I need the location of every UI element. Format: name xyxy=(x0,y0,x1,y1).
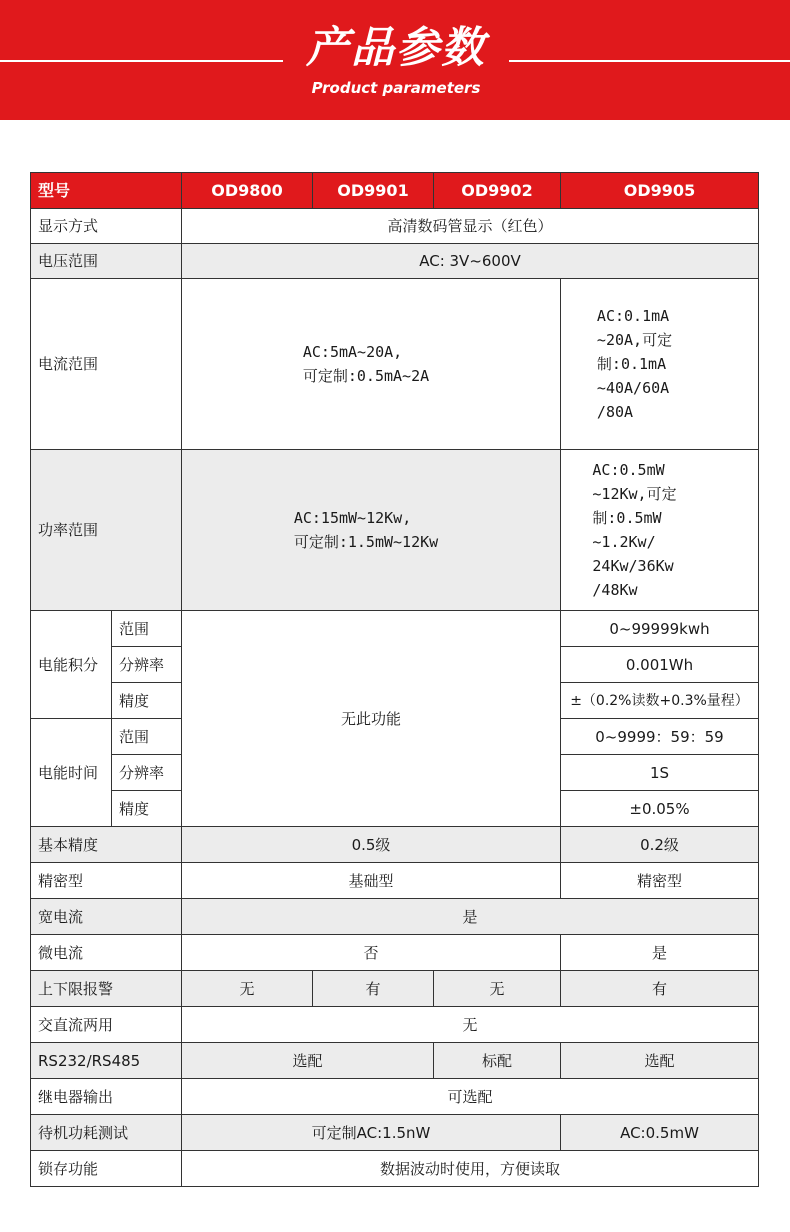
row-label: 待机功耗测试 xyxy=(31,1115,182,1151)
basic-accuracy-od9905: 0.2级 xyxy=(561,827,759,863)
sub-label: 精度 xyxy=(112,791,182,827)
voltage-value: AC: 3V~600V xyxy=(182,244,759,279)
table-row-ac-dc xyxy=(31,1007,759,1043)
row-label: 精密型 xyxy=(31,863,182,899)
table-row-precision-type xyxy=(31,863,759,899)
energy-integral-range-value: 0~99999kwh xyxy=(561,611,759,647)
row-label: 宽电流 xyxy=(31,899,182,935)
power-line: 制:0.5mW xyxy=(592,509,662,527)
table-row-relay xyxy=(31,1079,759,1115)
basic-accuracy-standard: 0.5级 xyxy=(182,827,561,863)
current-line: /80A xyxy=(596,403,634,421)
row-label: 锁存功能 xyxy=(31,1151,182,1187)
current-value-standard xyxy=(182,279,561,450)
header-label: 型号 xyxy=(31,173,182,209)
precision-type-standard: 基础型 xyxy=(182,863,561,899)
micro-current-standard: 否 xyxy=(182,935,561,971)
row-label: 显示方式 xyxy=(31,209,182,244)
limit-alarm-od9905: 有 xyxy=(561,971,759,1007)
table-row-rs232-rs485 xyxy=(31,1043,759,1079)
row-label: 继电器输出 xyxy=(31,1079,182,1115)
latch-value: 数据波动时使用，方便读取 xyxy=(182,1151,759,1187)
current-line: 可定制:0.5mA~2A xyxy=(302,367,430,385)
limit-alarm-od9901: 有 xyxy=(313,971,434,1007)
standby-power-od9905: AC:0.5mW xyxy=(561,1115,759,1151)
header-banner xyxy=(0,0,790,120)
sub-label: 范围 xyxy=(112,719,182,755)
power-line: ~1.2Kw/ xyxy=(592,533,656,551)
table-row-display xyxy=(31,209,759,244)
rs-od9905: 选配 xyxy=(561,1043,759,1079)
energy-time-range-value: 0~9999：59：59 xyxy=(561,719,759,755)
row-label: 交直流两用 xyxy=(31,1007,182,1043)
spec-table xyxy=(30,172,759,1187)
power-value-standard xyxy=(182,450,561,611)
table-row-limit-alarm xyxy=(31,971,759,1007)
current-line: AC:5mA~20A, xyxy=(302,343,403,361)
model-od9800: OD9800 xyxy=(182,173,313,209)
sub-label: 精度 xyxy=(112,683,182,719)
current-line: ~20A,可定 xyxy=(596,331,673,349)
power-line: /48Kw xyxy=(592,581,638,599)
rs-od9902: 标配 xyxy=(434,1043,561,1079)
model-od9901: OD9901 xyxy=(313,173,434,209)
row-label: 微电流 xyxy=(31,935,182,971)
display-value: 高清数码管显示（红色） xyxy=(182,209,759,244)
banner-divider-right xyxy=(509,60,790,62)
limit-alarm-od9902: 无 xyxy=(434,971,561,1007)
relay-value: 可选配 xyxy=(182,1079,759,1115)
banner-divider-left xyxy=(0,60,283,62)
table-header-row xyxy=(31,173,759,209)
model-od9902: OD9902 xyxy=(434,173,561,209)
page-subtitle: Product parameters xyxy=(311,79,481,97)
row-label: 电流范围 xyxy=(31,279,182,450)
precision-type-od9905: 精密型 xyxy=(561,863,759,899)
table-row-standby-power xyxy=(31,1115,759,1151)
table-row-wide-current xyxy=(31,899,759,935)
row-label: 电能时间 xyxy=(31,719,112,827)
power-line: AC:15mW~12Kw, xyxy=(293,509,412,527)
sub-label: 分辨率 xyxy=(112,755,182,791)
sub-label: 分辨率 xyxy=(112,647,182,683)
wide-current-value: 是 xyxy=(182,899,759,935)
limit-alarm-od9800: 无 xyxy=(182,971,313,1007)
table-row-current xyxy=(31,279,759,450)
energy-integral-accuracy-value: ±（0.2%读数+0.3%量程） xyxy=(561,683,759,719)
no-function-cell: 无此功能 xyxy=(182,611,561,827)
table-row-basic-accuracy xyxy=(31,827,759,863)
table-row-micro-current xyxy=(31,935,759,971)
row-label: 基本精度 xyxy=(31,827,182,863)
current-value-od9905 xyxy=(561,279,759,450)
power-line: ~12Kw,可定 xyxy=(592,485,677,503)
row-label: RS232/RS485 xyxy=(31,1043,182,1079)
model-od9905: OD9905 xyxy=(561,173,759,209)
table-row-power xyxy=(31,450,759,611)
current-line: AC:0.1mA xyxy=(596,307,670,325)
table-row-voltage xyxy=(31,244,759,279)
standby-power-standard: 可定制AC:1.5nW xyxy=(182,1115,561,1151)
energy-time-resolution-value: 1S xyxy=(561,755,759,791)
table-row-energy-integral-range xyxy=(31,611,759,647)
row-label: 功率范围 xyxy=(31,450,182,611)
power-line: AC:0.5mW xyxy=(592,461,665,479)
power-value-od9905 xyxy=(561,450,759,611)
power-line: 24Kw/36Kw xyxy=(592,557,674,575)
row-label: 电压范围 xyxy=(31,244,182,279)
row-label: 电能积分 xyxy=(31,611,112,719)
rs-od9800-od9901: 选配 xyxy=(182,1043,434,1079)
row-label: 上下限报警 xyxy=(31,971,182,1007)
power-line: 可定制:1.5mW~12Kw xyxy=(293,533,439,551)
energy-time-accuracy-value: ±0.05% xyxy=(561,791,759,827)
ac-dc-value: 无 xyxy=(182,1007,759,1043)
current-line: ~40A/60A xyxy=(596,379,670,397)
table-row-latch xyxy=(31,1151,759,1187)
micro-current-od9905: 是 xyxy=(561,935,759,971)
page-title: 产品参数 xyxy=(306,23,486,73)
energy-integral-resolution-value: 0.001Wh xyxy=(561,647,759,683)
sub-label: 范围 xyxy=(112,611,182,647)
current-line: 制:0.1mA xyxy=(596,355,667,373)
